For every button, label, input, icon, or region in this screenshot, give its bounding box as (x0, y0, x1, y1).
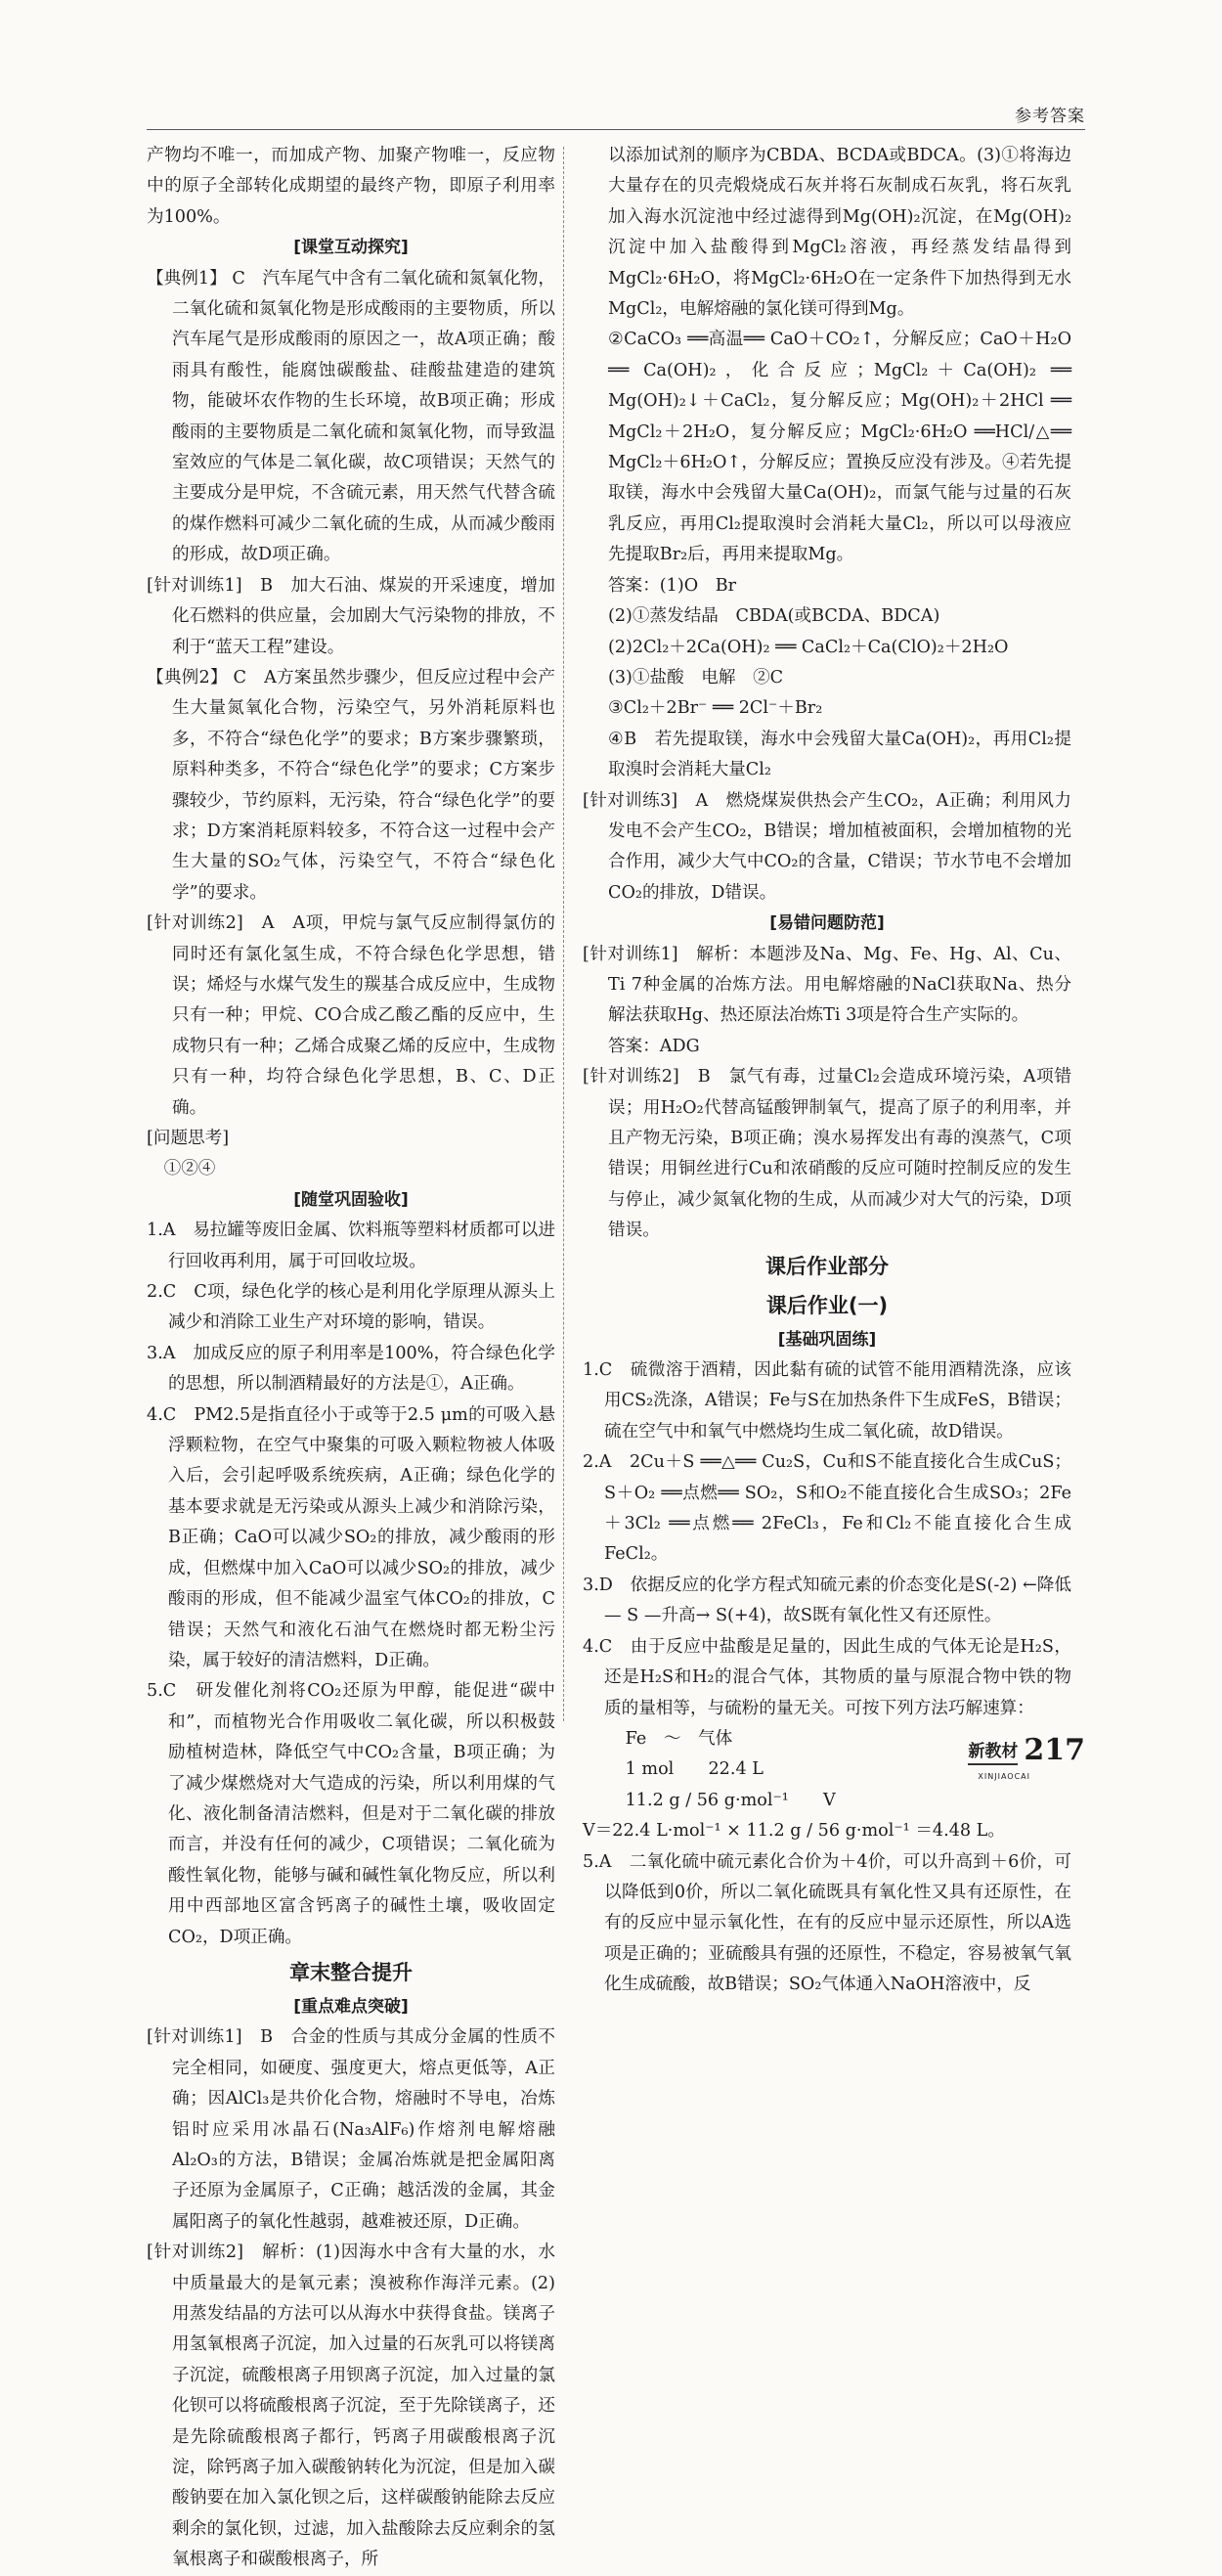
footer (968, 1733, 1085, 1767)
answer-item: 5.A 二氧化硫中硫元素化合价为＋4价，可以升高到＋6价，可以降低到0价，所以二氧化硫既具有氧化性又具有还原性，在有的反应中显示氧化性，在有的反应中显示还原性，所以A选项是正确的；亚硫酸具有强的还原性，不稳定，容易被氧气氧化生成硫酸，故B错误；SO₂气体通入NaOH溶液中，反 (583, 1851, 1071, 1995)
answer-item: 1.A 易拉罐等废旧金属、饮料瓶等塑料材质都可以进行回收再利用，属于可回收垃圾。 (147, 1221, 555, 1271)
answer-item: 2.A 2Cu＋S ══△══ Cu₂S，Cu和S不能直接化合生成CuS；S＋O₂ ══点燃══ SO₂，S和O₂不能直接化合生成SO₃；2Fe＋3Cl₂ ══点燃══ 2FeCl₃，Fe和Cl₂不能直接化合生成FeCl₂。 (583, 1452, 1071, 1565)
section-heading: [基础巩固练] (777, 1329, 877, 1350)
question-heading: [问题思考] (147, 1129, 230, 1148)
training-1: [针对训练1] 解析：本题涉及Na、Mg、Fe、Hg、Al、Cu、Ti 7种金属的冶炼方法。用电解熔融的NaCl获取Na、热分解法获取Hg、热还原法冶炼Ti 3项是符合生产实际的。 (583, 944, 1071, 1026)
answer-item: 1.C 硫微溶于酒精，因此黏有硫的试管不能用酒精洗涤，应该用CS₂洗涤，A错误；Fe与S在加热条件下生成FeS，B错误；硫在空气中和氧气中燃烧均生成二氧化硫，故D错误。 (583, 1360, 1071, 1442)
footer-sub: XINJIAOCAI (978, 1772, 1030, 1781)
answer-item: 3.D 依据反应的化学方程式知硫元素的价态变化是S(-2) ←降低— S —升高→ S(+4)，故S既有氧化性又有还原性。 (583, 1575, 1071, 1626)
answer-item: 4.C PM2.5是指直径小于或等于2.5 μm的可吸入悬浮颗粒物，在空气中聚集的可吸入颗粒物被人体吸入后，会引起呼吸系统疾病，A正确；绿色化学的基本要求就是无污染或从源头上减少和消除污染，B正确；CaO可以减少SO₂的排放，减少酸雨的形成，但燃煤中加入CaO可以减少SO₂的排放，减少酸雨的形成，但不能减少温室气体CO₂的排放，C错误；天然气和液化石油气在燃烧时都无粉尘污染，属于较好的清洁燃料，D正确。 (147, 1404, 555, 1670)
section-heading: [重点难点突破] (293, 1996, 409, 2017)
paragraph: 产物均不唯一，而加成产物、加聚产物唯一，反应物中的原子全部转化成期望的最终产物，即原子利用率为100%。 (147, 146, 555, 227)
answer-line: 答案：ADG (608, 1036, 700, 1056)
training-2: [针对训练2] 解析：(1)因海水中含有大量的水，水中质量最大的是氧元素；溴被称作海洋元素。(2)用蒸发结晶的方法可以从海水中获得食盐。镁离子用氢氧根离子沉淀，加入过量的石灰乳可以将镁离子沉淀，硫酸根离子用钡离子沉淀，加入过量的氯化钡可以将硫酸根离子沉淀，至于先除镁离子，还是先除硫酸根离子都行，钙离子用碳酸根离子沉淀，除钙离子加入碳酸钠转化为沉淀，但是加入碳酸钠要在加入氯化钡之后，这样碳酸钠能除去反应剩余的氯化钡，过滤，加入盐酸除去反应剩余的氢氧根离子和碳酸根离子，所 (147, 2243, 555, 2570)
section-heading: [随堂巩固验收] (293, 1189, 409, 1210)
answer-item: 4.C 由于反应中盐酸是足量的，因此生成的气体无论是H₂S，还是H₂S和H₂的混合气体，其物质的量与原混合物中铁的物质的量相等，与硫粉的量无关。可按下列方法巧解速算： (583, 1636, 1071, 1718)
calc-line: Fe ～ 气体 (608, 1728, 733, 1749)
page-number: 217 (1024, 1733, 1085, 1767)
right-column (583, 141, 1071, 2001)
training-2: [针对训练2] B 氯气有毒，过量Cl₂会造成环境污染，A项错误；用H₂O₂代替高锰酸钾制氧气，提高了原子的利用率，并且产物无污染，B项正确；溴水易挥发出有毒的溴蒸气，C项错误；用铜丝进行Cu和浓硝酸的反应可随时控制反应的发生与停止，减少氮氧化物的生成，从而减少对大气的污染，D项错误。 (583, 1067, 1071, 1241)
paragraph: 以添加试剂的顺序为CBDA、BCDA或BDCA。(3)①将海边大量存在的贝壳煅烧成石灰并将石灰制成石灰乳，将石灰乳加入海水沉淀池中经过滤得到Mg(OH)₂沉淀，在Mg(OH)₂沉淀中加入盐酸得到MgCl₂溶液，再经蒸发结晶得到MgCl₂·6H₂O，将MgCl₂·6H₂O在一定条件下加热得到无水MgCl₂，电解熔融的氯化镁可得到Mg。 (608, 146, 1071, 320)
answer-line: (3)①盐酸 电解 ②C (608, 667, 784, 688)
footer-label: 新教材 (968, 1737, 1018, 1765)
training-1: [针对训练1] B 加大石油、煤炭的开采速度，增加化石燃料的供应量，会加剧大气污染物的排放，不利于“蓝天工程”建设。 (147, 575, 555, 657)
homework-title: 课后作业(一) (765, 1293, 889, 1317)
answer-line: (2)2Cl₂＋2Ca(OH)₂ ══ CaCl₂＋Ca(ClO)₂＋2H₂O (608, 637, 1009, 657)
left-column (147, 141, 555, 2576)
calc-line: V＝22.4 L·mol⁻¹ × 11.2 g / 56 g·mol⁻¹ ＝4.48 L。 (583, 1821, 1005, 1842)
training-3: [针对训练3] A 燃烧煤炭供热会产生CO₂，A正确；利用风力发电不会产生CO₂，B错误；增加植被面积，会增加植物的光合作用，减少大气中CO₂的含量，C错误；节水节电不会增加CO₂的排放，D错误。 (583, 790, 1071, 903)
calc-line: 11.2 g / 56 g·mol⁻¹ V (608, 1790, 836, 1810)
column-divider (563, 147, 564, 1721)
question-answer: ①②④ (147, 1159, 216, 1179)
answer-line: (2)①蒸发结晶 CBDA(或BCDA、BDCA) (608, 606, 940, 627)
calc-line: 1 mol 22.4 L (608, 1759, 764, 1780)
answer-item: 3.A 加成反应的原子利用率是100%，符合绿色化学的思想，所以制酒精最好的方法是①，A正确。 (147, 1343, 555, 1395)
section-heading: [易错问题防范] (769, 913, 885, 934)
equations: ②CaCO₃ ══高温══ CaO＋CO₂↑，分解反应；CaO＋H₂O ══ Ca(OH)₂，化合反应；MgCl₂＋Ca(OH)₂ ══ Mg(OH)₂↓＋CaCl₂，复分解反应；Mg(OH)₂＋2HCl ══ MgCl₂＋2H₂O，复分解反应；MgCl₂·6H₂O ══HCl/△══ MgCl₂＋6H₂O↑，分解反应；置换反应没有涉及。④若先提取镁，海水中会残留大量Ca(OH)₂，而氯气能与过量的石灰乳反应，再用Cl₂提取溴时会消耗大量Cl₂，所以可以母液应先提取Br₂后，再用来提取Mg。 (608, 330, 1071, 565)
training-2: [针对训练2] A A项，甲烷与氯气反应制得氯仿的同时还有氯化氢生成，不符合绿色化学思想，错误；烯烃与水煤气发生的羰基合成反应中，生成物只有一种；甲烷、CO合成乙酸乙酯的反应中，生成物只有一种；乙烯合成聚乙烯的反应中，生成物只有一种，均符合绿色化学思想，B、C、D正确。 (147, 913, 555, 1118)
answer-item: 5.C 研发催化剂将CO₂还原为甲醇，能促进“碳中和”，而植物光合作用吸收二氧化碳，所以积极鼓励植树造林，降低空气中CO₂含量，B项正确；为了减少煤燃烧对大气造成的污染，所以利用煤的气化、液化制备清洁燃料，但是对于二氧化碳的排放而言，并没有任何的减少，C项错误；二氧化硫为酸性氧化物，能够与碱和碱性氧化物反应，所以利用中西部地区富含钙离子的碱性土壤，吸收固定CO₂，D项正确。 (147, 1681, 555, 1947)
example-2: 【典例2】 C A方案虽然步骤少，但反应过程中会产生大量氮氧化合物，污染空气，另外消耗原料也多，不符合“绿色化学”的要求；B方案步骤繁琐，原料种类多，不符合“绿色化学”的要求；C方案步骤较少，节约原料，无污染，符合“绿色化学”的要求；D方案消耗原料较多，不符合这一过程中会产生大量的SO₂气体，污染空气，不符合“绿色化学”的要求。 (147, 667, 555, 903)
header-section-title: 参考答案 (1015, 107, 1085, 126)
answer-item: 2.C C项，绿色化学的核心是利用化学原理从源头上减少和消除工业生产对环境的影响，错误。 (147, 1282, 555, 1333)
answer-line: ④B 若先提取镁，海水中会残留大量Ca(OH)₂，再用Cl₂提取溴时会消耗大量Cl₂ (608, 729, 1071, 780)
header-rule (147, 129, 1085, 130)
example-1: 【典例1】 C 汽车尾气中含有二氧化硫和氮氧化物，二氧化硫和氮氧化物是形成酸雨的主要物质，所以汽车尾气是形成酸雨的原因之一，故A项正确；酸雨具有酸性，能腐蚀碳酸盐、硅酸盐建造的建筑物，能破坏农作物的生长环境，故B项正确；形成酸雨的主要物质是二氧化硫和氮氧化物，而导致温室效应的气体是二氧化碳，故C项错误；天然气的主要成分是甲烷，不含硫元素，用天然气代替含硫的煤作燃料可减少二氧化硫的生成，从而减少酸雨的形成，故D项正确。 (147, 268, 555, 565)
chapter-title: 章末整合提升 (289, 1960, 413, 1984)
answer-label: 答案：(1)O Br (608, 575, 737, 596)
training-1: [针对训练1] B 合金的性质与其成分金属的性质不完全相同，如硬度、强度更大，熔点更低等，A正确；因AlCl₃是共价化合物，熔融时不导电，冶炼铝时应采用冰晶石(Na₃AlF₆)作熔剂电解熔融Al₂O₃的方法，B错误；金属冶炼就是把金属阳离子还原为金属原子，C正确；越活泼的金属，其金属阳离子的氧化性越弱，越难被还原，D正确。 (147, 2027, 555, 2232)
section-heading: [课堂互动探究] (293, 238, 409, 258)
answer-line: ③Cl₂＋2Br⁻ ══ 2Cl⁻＋Br₂ (608, 698, 823, 719)
part-title: 课后作业部分 (765, 1254, 889, 1278)
